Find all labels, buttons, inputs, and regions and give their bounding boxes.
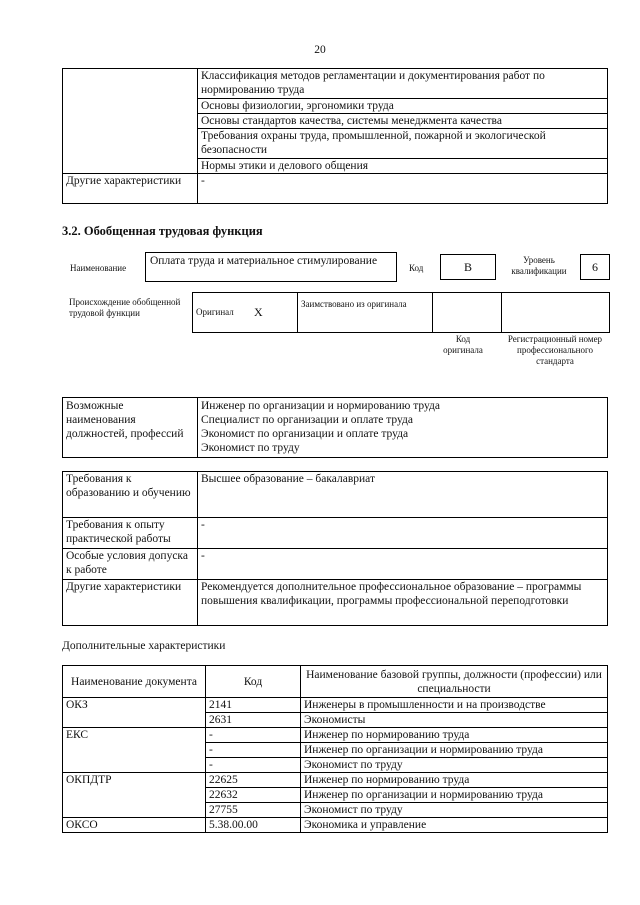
doc-okz: ОКЗ [63,698,206,728]
header-code: Код [206,666,301,698]
name-cell: Инженер по организации и нормированию труда [301,788,608,803]
other-characteristics-value: - [198,174,608,204]
code-value: B [463,260,472,274]
requirement-label: Требования к опыту практической работы [63,518,198,549]
knowledge-table [62,68,608,204]
origin-table [192,292,610,333]
position-item: Экономист по труду [201,442,300,454]
header-name: Наименование базовой группы, должности (профессии) или специальности [301,666,608,698]
code-cell: - [206,743,301,758]
additional-table [62,665,608,833]
name-cell: Экономика и управление [301,818,608,833]
code-cell: 5.38.00.00 [206,818,301,833]
knowledge-table-left-cell [63,69,198,174]
original-mark [251,293,298,333]
level-box [580,254,610,280]
requirement-value: Рекомендуется дополнительное профессиональное образование – программы повышения квалификации, программы профессиональной переподготовки [198,580,608,626]
positions-label: Возможные наименования должностей, профессий [63,398,198,458]
function-name-value: Оплата труда и материальное стимулирование [150,255,378,267]
original-label: Оригинал [193,293,252,333]
requirement-value: - [198,549,608,580]
positions-table [62,397,608,458]
name-cell: Инженер по нормированию труда [301,773,608,788]
section-title: 3.2. Обобщенная трудовая функция [62,224,263,238]
positions-list [198,398,608,458]
page-number: 20 [314,44,326,56]
doc-eks: ЕКС [63,728,206,773]
level-value: 6 [592,260,598,274]
position-item: Инженер по организации и нормированию труда [201,400,440,412]
origin-label: Происхождение обобщенной трудовой функции [69,297,181,318]
code-cell: 22625 [206,773,301,788]
knowledge-item: Основы стандартов качества, системы менеджмента качества [198,114,608,129]
borrowed-label: Заимствовано из оригинала [298,293,433,333]
requirement-label: Другие характеристики [63,580,198,626]
name-cell: Инженер по организации и нормированию труда [301,743,608,758]
knowledge-item: Нормы этики и делового общения [198,159,608,174]
code-cell: - [206,758,301,773]
code-cell: - [206,728,301,743]
name-cell: Инженер по нормированию труда [301,728,608,743]
code-original-label: Код оригинала [443,334,483,355]
position-item: Экономист по организации и оплате труда [201,428,409,440]
requirement-value: Высшее образование – бакалавриат [198,472,608,518]
requirement-value: - [198,518,608,549]
code-cell: 27755 [206,803,301,818]
function-name-box [145,252,397,282]
header-doc: Наименование документа [63,666,206,698]
knowledge-item: Основы физиологии, эргономики труда [198,99,608,114]
other-characteristics-label: Другие характеристики [63,174,198,204]
name-cell: Инженеры в промышленности и на производстве [301,698,608,713]
name-cell: Экономист по труду [301,758,608,773]
name-cell: Экономист по труду [301,803,608,818]
requirement-label: Требования к образованию и обучению [63,472,198,518]
name-cell: Экономисты [301,713,608,728]
code-original-cell [433,293,502,333]
code-cell: 2141 [206,698,301,713]
original-mark-value: X [254,305,263,319]
knowledge-item: Классификация методов регламентации и документирования работ по нормированию труда [198,69,608,99]
requirement-label: Особые условия допуска к работе [63,549,198,580]
position-item: Специалист по организации и оплате труда [201,414,413,426]
name-label: Наименование [70,263,127,273]
code-label: Код [409,263,424,273]
code-box [440,254,496,280]
code-cell: 2631 [206,713,301,728]
reg-number-label: Регистрационный номер профессионального стандарта [507,334,603,366]
level-label: Уровень квалификации [511,255,567,276]
requirements-table [62,471,608,626]
doc-okpdtr: ОКПДТР [63,773,206,818]
reg-number-cell [502,293,610,333]
code-cell: 22632 [206,788,301,803]
additional-title: Дополнительные характеристики [62,640,226,652]
doc-okso: ОКСО [63,818,206,833]
knowledge-item: Требования охраны труда, промышленной, пожарной и экологической безопасности [198,129,608,159]
